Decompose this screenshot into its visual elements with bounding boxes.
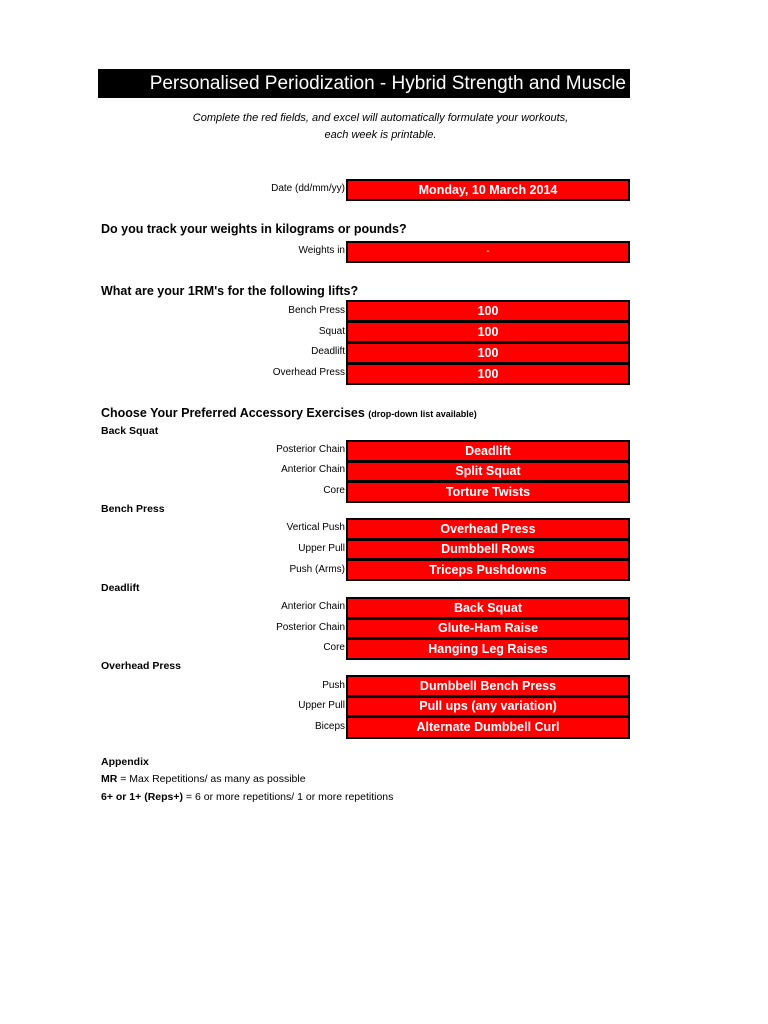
weights-in-label: Weights in (298, 245, 345, 256)
bench-vertical-push-select[interactable]: Overhead Press (346, 518, 630, 540)
group-deadlift: Deadlift (101, 582, 140, 594)
overhead-press-label: Overhead Press (272, 367, 345, 378)
bench-push-arms-label: Push (Arms) (289, 564, 345, 575)
deadlift-core-label: Core (323, 642, 345, 653)
back-squat-core-label: Core (323, 485, 345, 496)
ohp-push-select[interactable]: Dumbbell Bench Press (346, 675, 630, 697)
date-field[interactable]: Monday, 10 March 2014 (346, 179, 630, 201)
deadlift-core-select[interactable]: Hanging Leg Raises (346, 639, 630, 660)
back-squat-posterior-label: Posterior Chain (276, 444, 345, 455)
squat-label: Squat (318, 326, 345, 337)
weights-in-field[interactable]: - (346, 241, 630, 263)
back-squat-anterior-select[interactable]: Split Squat (346, 462, 630, 482)
ohp-push-label: Push (322, 680, 345, 691)
one-rm-question: What are your 1RM's for the following lifts? (101, 284, 359, 298)
units-question: Do you track your weights in kilograms or pounds? (101, 222, 407, 236)
appendix-heading: Appendix (101, 756, 149, 768)
appendix-mr-definition: = Max Repetitions/ as many as possible (117, 773, 306, 785)
ohp-upper-pull-label: Upper Pull (298, 700, 345, 711)
deadlift-label: Deadlift (311, 346, 345, 357)
group-back-squat: Back Squat (101, 425, 159, 437)
deadlift-anterior-select[interactable]: Back Squat (346, 597, 630, 619)
ohp-upper-pull-select[interactable]: Pull ups (any variation) (346, 697, 630, 717)
back-squat-core-select[interactable]: Torture Twists (346, 482, 630, 503)
appendix-reps (101, 791, 393, 803)
date-label: Date (dd/mm/yy) (271, 183, 345, 194)
deadlift-posterior-select[interactable]: Glute-Ham Raise (346, 619, 630, 639)
accessory-question-text: Choose Your Preferred Accessory Exercises (101, 406, 365, 420)
appendix-mr (101, 773, 306, 785)
overhead-press-1rm-field[interactable]: 100 (346, 364, 630, 385)
appendix-mr-term: MR (101, 773, 118, 785)
bench-vertical-push-label: Vertical Push (286, 522, 345, 533)
page-title: Personalised Periodization - Hybrid Strength and Muscle (98, 69, 630, 98)
bench-press-1rm-field[interactable]: 100 (346, 300, 630, 322)
bench-press-label: Bench Press (288, 305, 345, 316)
group-bench-press: Bench Press (101, 503, 165, 515)
appendix-reps-definition: = 6 or more repetitions/ 1 or more repetitions (183, 791, 394, 803)
intro-line-2: each week is printable. (324, 129, 437, 141)
deadlift-1rm-field[interactable]: 100 (346, 343, 630, 364)
bench-upper-pull-label: Upper Pull (298, 543, 345, 554)
bench-push-arms-select[interactable]: Triceps Pushdowns (346, 560, 630, 581)
intro-line-1: Complete the red fields, and excel will automatically formulate your workouts, (192, 112, 569, 124)
back-squat-posterior-select[interactable]: Deadlift (346, 440, 630, 462)
back-squat-anterior-label: Anterior Chain (281, 464, 345, 475)
accessory-question-note: (drop-down list available) (368, 409, 477, 419)
group-overhead-press: Overhead Press (101, 660, 181, 672)
accessory-question (101, 406, 477, 420)
deadlift-posterior-label: Posterior Chain (276, 622, 345, 633)
ohp-biceps-select[interactable]: Alternate Dumbbell Curl (346, 717, 630, 739)
squat-1rm-field[interactable]: 100 (346, 322, 630, 343)
bench-upper-pull-select[interactable]: Dumbbell Rows (346, 540, 630, 560)
deadlift-anterior-label: Anterior Chain (281, 601, 345, 612)
appendix-reps-term: 6+ or 1+ (Reps+) (101, 791, 183, 803)
ohp-biceps-label: Biceps (314, 721, 345, 732)
